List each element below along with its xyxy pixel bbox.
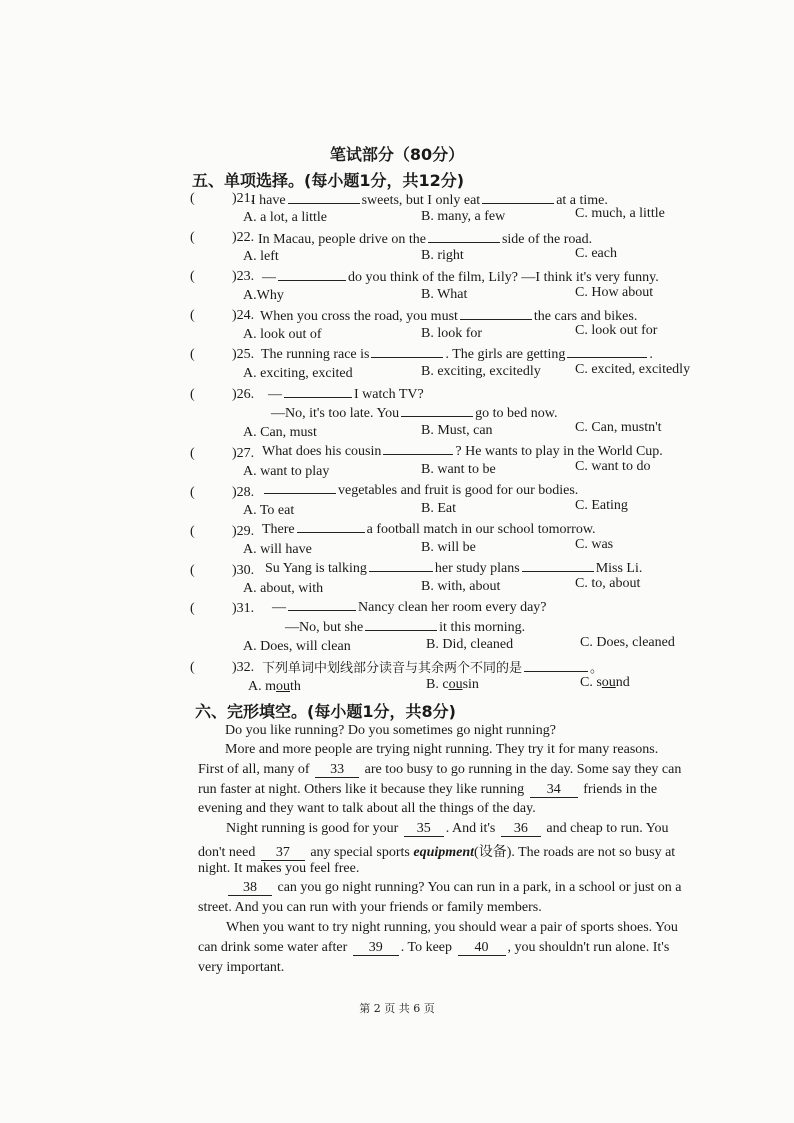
- option-25-a: A. exciting, excited: [243, 366, 353, 381]
- question-22-stem: In Macau, people drive on the side of the road.: [258, 232, 593, 247]
- option-29-c: C. was: [575, 537, 614, 552]
- passage-line: street. And you can run with your friends or family members.: [198, 900, 542, 915]
- answer-paren-31: ( )31.: [190, 601, 255, 616]
- question-number-26: )26.: [232, 387, 255, 402]
- cloze-blank-33[interactable]: 33: [315, 763, 359, 778]
- question-number-27: )27.: [232, 446, 255, 461]
- passage-line: First of all, many of 33 are too busy to go running in the day. Some say they can: [198, 762, 682, 777]
- option-26-a: A. Can, must: [243, 425, 317, 440]
- question-31-stem: — Nancy clean her room every day?: [272, 600, 547, 615]
- option-31-a: A. Does, will clean: [243, 639, 351, 654]
- option-27-b: B. want to be: [421, 462, 496, 477]
- question-23-stem: — do you think of the film, Lily? —I think it's very funny.: [262, 270, 659, 285]
- answer-paren-32: ( )32.: [190, 660, 255, 675]
- answer-blank[interactable]: [278, 268, 346, 281]
- question-number-30: )30.: [232, 563, 255, 578]
- question-21-stem: I have sweets, but I only eat at a time.: [251, 193, 608, 208]
- option-29-b: B. will be: [421, 540, 476, 555]
- option-30-b: B. with, about: [421, 579, 501, 594]
- option-30-a: A. about, with: [243, 581, 324, 596]
- question-number-28: )28.: [232, 485, 255, 500]
- question-number-24: )24.: [232, 308, 255, 323]
- answer-blank[interactable]: [284, 385, 352, 398]
- passage-line: 38 can you go night running? You can run in a park, in a school or just on a: [226, 880, 682, 896]
- section-5-heading: 五、单项选择。(每小题1分，共12分): [192, 171, 465, 190]
- cloze-blank-40[interactable]: 40: [458, 941, 506, 956]
- answer-paren-30: ( )30.: [190, 563, 255, 578]
- option-26-b: B. Must, can: [421, 423, 493, 438]
- passage-line: When you want to try night running, you should wear a pair of sports shoes. You: [226, 920, 678, 935]
- answer-paren-23: ( )23.: [190, 269, 255, 284]
- cloze-blank-36[interactable]: 36: [501, 822, 541, 837]
- option-31-b: B. Did, cleaned: [426, 637, 514, 652]
- answer-blank[interactable]: [264, 481, 336, 494]
- option-28-c: C. Eating: [575, 498, 628, 513]
- cloze-blank-38[interactable]: 38: [228, 881, 272, 896]
- option-29-a: A. will have: [243, 542, 312, 557]
- question-25-stem: The running race is . The girls are getting .: [261, 347, 653, 362]
- question-31-reply: —No, but she it this morning.: [285, 620, 526, 635]
- answer-paren-22: ( )22.: [190, 230, 255, 245]
- question-number-21: )21.: [232, 191, 255, 206]
- passage-line: can drink some water after 39 . To keep 40 , you shouldn't run alone. It's: [198, 940, 670, 955]
- passage-line: very important.: [198, 960, 285, 975]
- answer-blank[interactable]: [365, 618, 437, 631]
- option-24-a: A. look out of: [243, 327, 322, 342]
- answer-blank[interactable]: [401, 404, 473, 417]
- answer-paren-29: ( )29.: [190, 524, 255, 539]
- answer-blank[interactable]: [383, 442, 453, 455]
- option-32-a: A. mouth: [248, 679, 301, 694]
- cloze-blank-37[interactable]: 37: [261, 846, 305, 861]
- question-number-25: )25.: [232, 347, 255, 362]
- option-22-b: B. right: [421, 248, 464, 263]
- question-number-29: )29.: [232, 524, 255, 539]
- passage-line: Night running is good for your 35 . And it's 36 and cheap to run. You: [226, 821, 669, 836]
- option-32-c: C. sound: [580, 675, 630, 690]
- answer-blank[interactable]: [522, 559, 594, 572]
- question-28-stem: vegetables and fruit is good for our bodies.: [262, 481, 578, 499]
- passage-line: night. It makes you feel free.: [198, 861, 360, 876]
- option-25-c: C. excited, excitedly: [575, 362, 691, 377]
- answer-blank[interactable]: [288, 598, 356, 611]
- cloze-blank-39[interactable]: 39: [353, 941, 399, 956]
- answer-blank[interactable]: [369, 559, 433, 572]
- answer-blank[interactable]: [482, 191, 554, 204]
- question-26-reply: —No, it's too late. You go to bed now.: [271, 406, 558, 421]
- passage-line: run faster at night. Others like it because they like running 34 friends in the: [198, 782, 658, 797]
- option-28-b: B. Eat: [421, 501, 456, 516]
- question-27-stem: What does his cousin ? He wants to play in the World Cup.: [262, 444, 663, 459]
- option-25-b: B. exciting, excitedly: [421, 364, 541, 379]
- option-28-a: A. To eat: [243, 503, 295, 518]
- question-number-31: )31.: [232, 601, 255, 616]
- page-footer: 第 2 页 共 6 页: [359, 1002, 435, 1015]
- cloze-blank-35[interactable]: 35: [404, 822, 444, 837]
- cloze-blank-34[interactable]: 34: [530, 783, 578, 798]
- answer-paren-21: ( )21.: [190, 191, 255, 206]
- answer-blank[interactable]: [428, 230, 500, 243]
- question-number-22: )22.: [232, 230, 255, 245]
- answer-blank[interactable]: [567, 345, 647, 358]
- answer-paren-25: ( )25.: [190, 347, 255, 362]
- answer-paren-26: ( )26.: [190, 387, 255, 402]
- answer-paren-27: ( )27.: [190, 446, 255, 461]
- option-32-b: B. cousin: [426, 677, 479, 692]
- answer-blank[interactable]: [460, 307, 532, 320]
- passage-line: evening and they want to talk about all the things of the day.: [198, 801, 536, 816]
- option-31-c: C. Does, cleaned: [580, 635, 675, 650]
- question-24-stem: When you cross the road, you must the cars and bikes.: [260, 309, 638, 324]
- option-23-c: C. How about: [575, 285, 654, 300]
- question-30-stem: Su Yang is talking her study plans Miss Li.: [265, 561, 643, 576]
- option-23-b: B. What: [421, 287, 468, 302]
- answer-blank[interactable]: [371, 345, 443, 358]
- answer-paren-28: ( )28.: [190, 485, 255, 500]
- option-22-c: C. each: [575, 246, 617, 261]
- option-21-c: C. much, a little: [575, 206, 665, 221]
- passage-line: Do you like running? Do you sometimes go night running?: [225, 723, 556, 738]
- answer-blank[interactable]: [297, 520, 365, 533]
- question-32-stem: 下列单词中划线部分读音与其余两个不同的是 。: [262, 661, 604, 676]
- question-26-stem: — I watch TV?: [268, 387, 424, 402]
- option-21-b: B. many, a few: [421, 209, 506, 224]
- answer-blank[interactable]: [524, 659, 588, 672]
- option-26-c: C. Can, mustn't: [575, 420, 662, 435]
- option-23-a: A.Why: [243, 288, 284, 303]
- question-number-32: )32.: [232, 660, 255, 675]
- section-6-heading: 六、完形填空。(每小题1分，共8分): [195, 702, 456, 721]
- page-title: 笔试部分（80分）: [329, 145, 465, 164]
- option-27-a: A. want to play: [243, 464, 330, 479]
- option-27-c: C. want to do: [575, 459, 651, 474]
- question-29-stem: There a football match in our school tomorrow.: [262, 522, 596, 537]
- question-number-23: )23.: [232, 269, 255, 284]
- option-24-c: C. look out for: [575, 323, 658, 338]
- option-24-b: B. look for: [421, 326, 483, 341]
- answer-paren-24: ( )24.: [190, 308, 255, 323]
- passage-line: don't need 37 any special sports equipment(设备). The roads are not so busy at: [198, 845, 676, 860]
- passage-line: More and more people are trying night running. They try it for many reasons.: [225, 742, 659, 757]
- option-21-a: A. a lot, a little: [243, 210, 327, 225]
- option-30-c: C. to, about: [575, 576, 641, 591]
- answer-blank[interactable]: [288, 191, 360, 204]
- option-22-a: A. left: [243, 249, 279, 264]
